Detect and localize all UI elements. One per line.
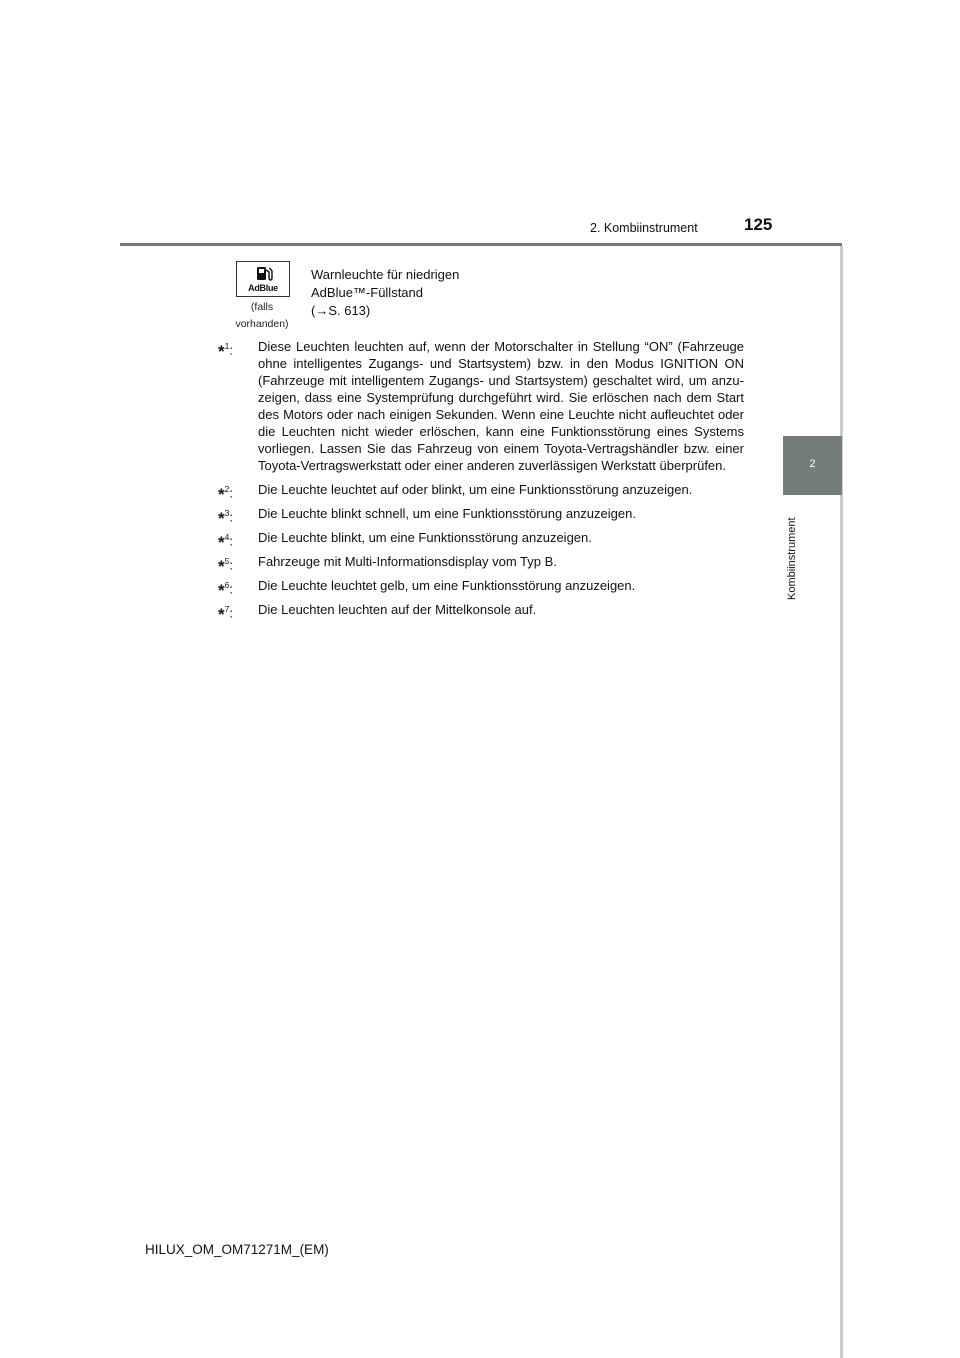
footnote-marker: *$^6$:: [218, 580, 233, 601]
footnote-number: 1: [224, 341, 230, 351]
footnote-text: Fahrzeuge mit Multi-Informationsdisplay vom Typ B.: [258, 554, 557, 569]
availability-note: [226, 299, 298, 333]
footnote-marker: *$^2$:: [218, 484, 233, 505]
footnote-text: Die Leuchte leuchtet auf oder blinkt, um eine Funktionsstörung anzuzeigen.: [258, 482, 693, 497]
adblue-icon-label: AdBlue: [248, 283, 278, 293]
footnote-asterisk: *: [218, 581, 225, 601]
footnote-number: 3: [224, 508, 230, 518]
footnote-marker: *$^5$:: [218, 556, 233, 577]
footnote-marker: *$^7$:: [218, 604, 233, 625]
footnote-asterisk: *: [218, 509, 225, 529]
footnote-marker: *$^1$:: [218, 341, 233, 362]
chapter-label: Kombiinstrument: [786, 517, 798, 600]
indicator-description-line: AdBlue™-Füllstand: [311, 285, 423, 300]
footnote-number: 6: [224, 580, 230, 590]
footnote-marker: *$^3$:: [218, 508, 233, 529]
footnote-marker: *$^4$:: [218, 532, 233, 553]
adblue-warning-icon: [236, 261, 290, 297]
footnote-asterisk: *: [218, 342, 225, 362]
footnote-number: 4: [224, 532, 230, 542]
footnote-asterisk: *: [218, 605, 225, 625]
section-title: 2. Kombiinstrument: [590, 221, 698, 235]
availability-note-line: (falls: [250, 301, 274, 313]
chapter-tab[interactable]: [783, 436, 842, 495]
side-rule: [840, 246, 843, 1358]
footnote-text: Diese Leuchten leuchten auf, wenn der Motorschalter in Stellung “ON” (Fahrzeuge ohne intelligentes Zugangs- und Startsystem) bzw. in den Modus IGNITION ON (Fahrzeuge mit intelligentem Zugangs- und Startsystem) geschaltet wird, um anzu- zeigen, dass eine Systemprüfung durchgeführt wird. Sie erlöschen nach dem Start des Motors oder nach einigen Sekunden. Wenn eine Leuchte nicht aufleuchtet oder die Leuchten nicht wieder erlöschen, kann eine Funktionsstörung eines Systems vorliegen. Lassen Sie das Fahrzeug von einem Toyota-Vertragshändler bzw. einer Toyota-Vertragswerkstatt oder einer anderen zuverlässigen Werkstatt überprüfen.: [258, 339, 744, 473]
header-rule: [120, 243, 842, 246]
footnote-text: Die Leuchte blinkt schnell, um eine Funktionsstörung anzuzeigen.: [258, 506, 636, 521]
footnote-asterisk: *: [218, 533, 225, 553]
footnote-number: 2: [224, 484, 230, 494]
footnote: [218, 577, 744, 601]
footnote-asterisk: *: [218, 485, 225, 505]
footnote: [218, 481, 744, 505]
footnote-text: Die Leuchte leuchtet gelb, um eine Funktionsstörung anzuzeigen.: [258, 578, 636, 593]
footnote: [218, 529, 744, 553]
footnotes: [218, 338, 744, 625]
footnote-text: Die Leuchte blinkt, um eine Funktionsstörung anzuzeigen.: [258, 530, 592, 545]
footnote: [218, 505, 744, 529]
page-reference-link[interactable]: (→S. 613): [311, 303, 371, 318]
chapter-tab-number: 2: [809, 458, 816, 470]
document-code: HILUX_OM_OM71271M_(EM): [145, 1242, 329, 1257]
availability-note-line: vorhanden): [235, 318, 289, 330]
page-number: 125: [744, 215, 773, 234]
footnote: [218, 601, 744, 625]
indicator-description-line: Warnleuchte für niedrigen: [311, 267, 460, 282]
footnote-text: Die Leuchten leuchten auf der Mittelkonsole auf.: [258, 602, 537, 617]
footnote-asterisk: *: [218, 557, 225, 577]
footnote: [218, 553, 744, 577]
footnote-number: 7: [224, 604, 230, 614]
footnote-number: 5: [224, 556, 230, 566]
footnote: [218, 338, 744, 474]
